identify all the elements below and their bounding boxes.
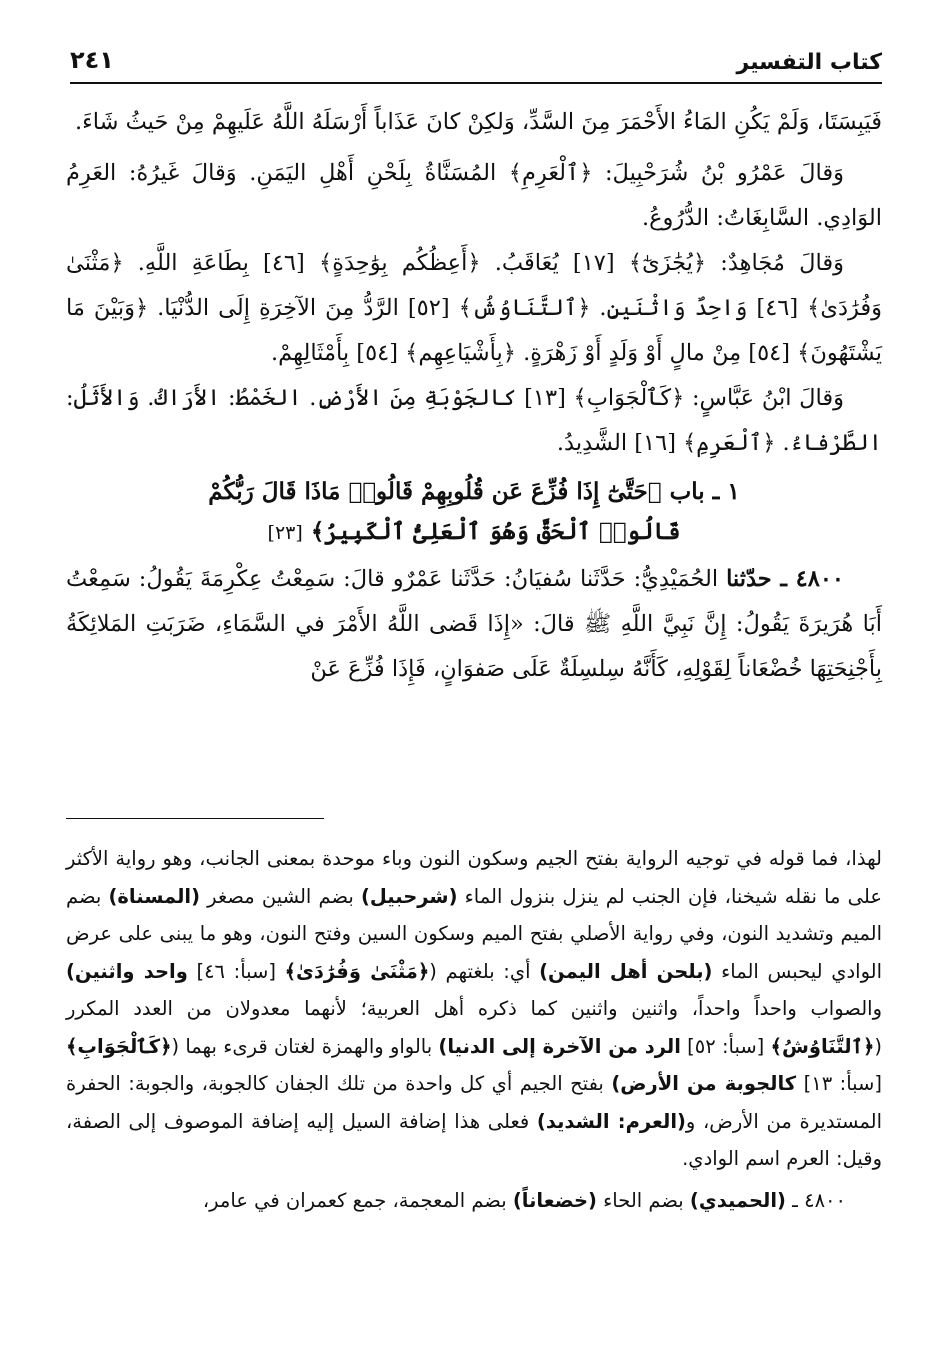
chapter-heading-line-2 (66, 512, 882, 553)
footnote-text: بضم الميم وتشديد النون، وفي رواية الأصلي بفتح الميم وسكون السين وفتح النون، وهو ما يبنى على عرض الوادي ليحبس الماء (66, 884, 883, 983)
footnote-2 (66, 1182, 882, 1220)
footnote-number: ٤٨٠٠ ـ (785, 1188, 846, 1212)
footnote-term: (العرم: الشديد) (536, 1109, 686, 1133)
running-title: كتاب التفسير (736, 50, 882, 75)
hadith-number: ٤٨٠٠ ـ حدّثنا (726, 566, 844, 592)
footnote-text: بالواو والهمزة لغتان قرىء بهما ( (171, 1034, 439, 1058)
footnote-term: (خضعاناً) (512, 1188, 597, 1212)
footnote-text: بضم الحاء (596, 1188, 690, 1212)
footnote-term: (الحميدي) (689, 1188, 786, 1212)
chapter-verse: قَالُوا۟ ٱلْحَقَّ وَهُوَ ٱلْعَلِىُّ ٱلْكَبِيرُ﴾ (310, 518, 681, 545)
footnote-text: بضم الشين مصغر (200, 884, 361, 908)
footnote-text: بفتح الجيم أي كل واحدة من تلك الجفان كالجوبة، والجوبة: الحفرة المستديرة من الأرض، و (66, 1072, 882, 1133)
footnotes (66, 840, 882, 1219)
footnote-text: والصواب واحداً واحداً، واثنين واثنين كما ذكره أهل العربية؛ لأنهما معدولان من العدد المكرر ( (66, 997, 883, 1058)
page-number: ٢٤١ (70, 46, 114, 74)
chapter-heading (66, 472, 882, 553)
footnote-term: (شرحبيل) (360, 884, 458, 908)
footnote-text: لهذا، فما قوله في توجيه الرواية بفتح الجيم وسكون النون وباء موحدة بمعنى الجانب، وهو رواية الأكثر على ما نقله شيخنا، فإن الجنب لم ينزل بنزول الماء (66, 847, 883, 908)
footnote-term: ﴿كَٱلْجَوَابِ﴾ (66, 1034, 172, 1058)
paragraph-1: فَيَبِسَتَا، وَلَمْ يَكُنِ المَاءُ الأَحْمَرَ مِنَ السَّدِّ، وَلكِنْ كانَ عَذَاباً أَرْسَلَهُ اللَّهُ عَلَيهِمْ مِنْ حَيثُ شَاءَ. (75, 109, 882, 135)
footnote-text: [سبأ: ٤٦] (187, 959, 285, 983)
footnote-term: الرد من الآخرة إلى الدنيا) (438, 1034, 681, 1058)
footnote-text: [سبأ: ١٣] (796, 1072, 882, 1095)
hadith-4800 (66, 557, 882, 692)
footnote-text: فعلى هذا إضافة السيل إليه إضافة الموصوف إلى الصفة، وقيل: العرم اسم الوادي. (66, 1109, 882, 1170)
page-header (70, 36, 882, 84)
footnote-term: كالجوبة من الأرض) (611, 1072, 797, 1095)
footnote-divider (66, 818, 324, 819)
footnote-term: (المسناة) (108, 884, 201, 908)
paragraph-ibn-abbas: وَقالَ ابْنُ عَبَّاسٍ: ﴿كَٱلْجَوَابِ﴾ [١٣] كالجَوْبَةِ مِنَ الأَرْضِ. الخَمْطُ: الأَرَاكُ. وَالأَثَلُ: الطَّرْفاءُ. ﴿ٱلْعَرِمِ﴾ [١٦] الشَّدِيدُ. (66, 385, 882, 456)
footnote-text: بضم المعجمة، جمع كعمران في عامر، (202, 1188, 513, 1212)
main-text (66, 100, 882, 692)
paragraph-amr-ibn-shurahbil: وَقالَ عَمْرُو بْنُ شُرَحْبِيلَ: ﴿ٱلْعَرِمِ﴾ المُسَنَّاةُ بِلَحْنِ أَهْلِ اليَمَنِ. وَقالَ غَيرُهُ: العَرِمُ الوَادِي. السَّابِغَاتُ: الدُّرُوعُ. (66, 160, 882, 231)
chapter-heading-line-1: ١ ـ باب ﴿حَتَّىٰٓ إِذَا فُزِّعَ عَن قُلُوبِهِمْ قَالُوا۟ مَاذَا قَالَ رَبُّكُمْ (208, 478, 740, 505)
footnote-text: [سبأ: ٥٢] (680, 1034, 771, 1058)
verse-reference: [٢٣] (267, 522, 303, 544)
footnote-term: واحد واثنين) (66, 959, 188, 983)
hadith-text: الحُمَيْدِيُّ: حَدَّثَنا سُفيَانُ: حَدَّثَنا عَمْرٌو قالَ: سَمِعْتُ عِكْرِمَةَ يَقُولُ: سَمِعْتُ أَبَا هُرَيرَةَ يَقُولُ: إِنَّ نَبِيَّ اللَّهِ ﷺ قالَ: «إِذَا قَضى اللَّهُ الأَمْرَ في السَّمَاءِ، ضَرَبَتِ المَلائِكَةُ بِأَجْنِحَتِهَا خُضْعَاناً لِقَوْلِهِ، كَأَنَّهُ سِلسِلَةٌ عَلَى صَفوَانٍ، فَإِذَا فُزِّعَ عَنْ (66, 566, 882, 682)
paragraph-mujahid: وَقالَ مُجَاهِدٌ: ﴿يُجَٰزَىٰٓ﴾ [١٧] يُعَاقَبُ. ﴿أَعِظُكُم بِوَٰحِدَةٍ﴾ [٤٦] بِطَاعَةِ اللَّهِ. ﴿مَثْنَىٰ وَفُرَٰدَىٰ﴾ [٤٦] وَاحِدٌ وَاثْنَينِ. ﴿ٱلتَّنَاوُشُ﴾ [٥٢] الرَّدُّ مِنَ الآخِرَةِ إِلَى الدُّنْيَا. ﴿وَبَيْنَ مَا يَشْتَهُونَ﴾ [٥٤] مِنْ مالٍ أَوْ وَلَدٍ أَوْ زَهْرَةٍ. ﴿بِأَشْيَاعِهِم﴾ [٥٤] بِأَمْثَالِهِمْ. (66, 250, 883, 366)
footnote-text: أي: بلغتهم ( (429, 959, 540, 983)
footnote-1 (66, 840, 882, 1178)
footnote-term: ﴿ٱلتَّنَاوُشُ﴾ (770, 1034, 875, 1058)
footnote-term: (بلحن أهل اليمن) (539, 959, 713, 983)
footnote-term: ﴿مَثْنَىٰ وَفُرَٰدَىٰ﴾ (284, 959, 430, 983)
